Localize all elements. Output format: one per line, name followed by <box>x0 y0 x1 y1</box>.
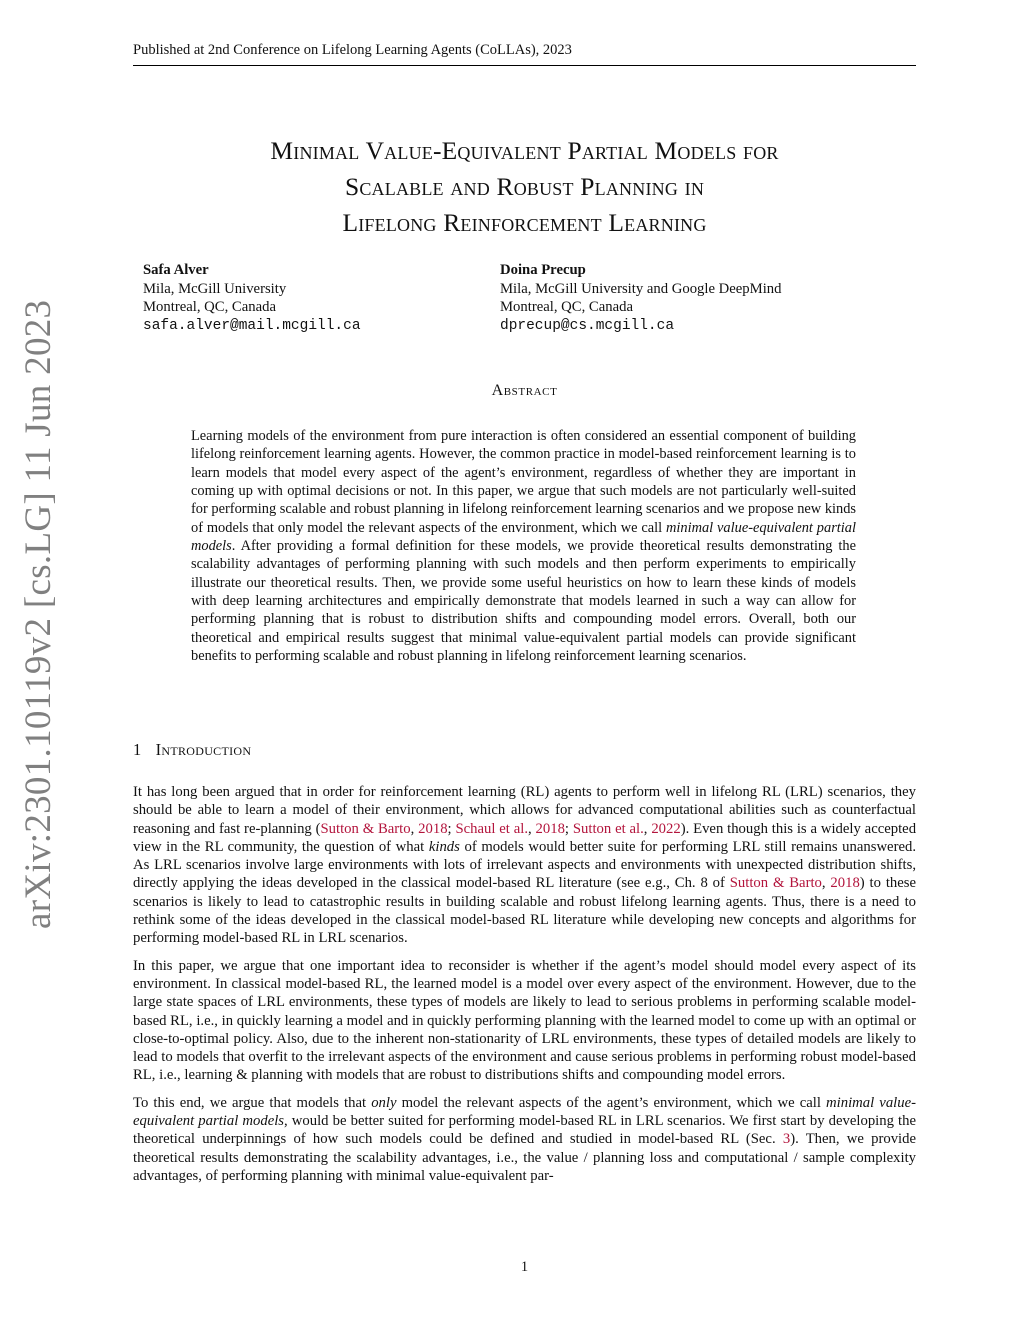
author-affiliation: Mila, McGill University <box>143 280 287 297</box>
author-name: Doina Precup <box>500 262 586 278</box>
section-title: Introduction <box>155 740 252 759</box>
paragraph-text: ). Then, we provide theoretical results demonstrating the scalability advantages, i.e., the value / planning loss and computational / sample complexity advantages, of performing planning with minimal value-equivalent par- <box>133 1131 916 1184</box>
abstract-body <box>191 427 856 665</box>
paragraph-text: It has long been argued that in order for reinforcement learning (RL) agents to perform well in lifelong RL (LRL) scenarios, they should be able to learn a model of their environment, which allows for advanced computational abilities such as counterfactual reasoning and fast re-planning ( <box>133 784 916 837</box>
paragraph-text: , <box>410 820 419 837</box>
author-affiliation: Mila, McGill University and Google DeepMind <box>500 280 782 297</box>
paragraph-text: , <box>643 820 652 837</box>
title-line: Minimal Value-Equivalent Partial Models for <box>270 136 779 165</box>
abstract-heading: Abstract <box>491 382 558 399</box>
paragraph-2: In this paper, we argue that one important idea to reconsider is whether if the agent’s model should model every aspect of its environment. In classical model-based RL, the learned model is a model over every aspect of the environment. However, due to the large state spaces of LRL environments, these types of models are likely to lead to serious problems in performing scalable model-based RL, i.e., in quickly learning a model and in quickly performing planning with the learned model to come up with an optimal or close-to-optimal policy. Also, due to the inherent non-stationarity of LRL environments, these types of detailed models are likely to lead to models that overfit to the irrelevant aspects of the environment and cause serious problems in performing robust model-based RL, i.e., learning & planning with models that are robust to distributions shifts and compounding model errors. <box>133 957 916 1084</box>
citation-link[interactable]: Sutton & Barto <box>320 820 411 837</box>
paragraph-text: ) to these scenarios is likely to lead to catastrophic results in building scalable and robust lifelong learning agents. Thus, there is a need to rethink some of the ideas developed in the classical model-based RL literature while developing new concepts and algorithms for performing model-based RL in LRL scenarios. <box>133 875 917 947</box>
author-location: Montreal, QC, Canada <box>143 299 276 315</box>
title-line: Scalable and Robust Planning in <box>344 172 705 201</box>
author-email[interactable]: safa.alver@mail.mcgill.ca <box>143 317 361 334</box>
arxiv-identifier-stamp: arXiv:2301.10119v2 [cs.LG] 11 Jun 2023 <box>18 299 59 929</box>
abstract-emphasis: minimal value-equivalent partial models <box>191 519 856 555</box>
citation-link[interactable]: 2018 <box>535 820 565 837</box>
title-line: Lifelong Reinforcement Learning <box>342 208 707 237</box>
page-number: 1 <box>520 1259 529 1275</box>
paragraph-text: model the relevant aspects of the agent’s environment, which we call <box>396 1094 827 1111</box>
abstract-text: Learning models of the environment from pure interaction is often considered an essential component of building lifelong reinforcement learning agents. However, the common practice in model-based reinforcement learning is to learn models that model every aspect of the agent’s environment, regardless of whether they are important in coming up with optimal decisions or not. In this paper, we argue that such models are not particularly well-suited for performing scalable and robust planning in lifelong reinforcement learning scenarios and we propose new kinds of models that only model the relevant aspects of the environment, which we call <box>191 428 856 536</box>
paragraph-text: ; <box>447 820 456 837</box>
paragraph-text: of models would better suite for performing LRL still remains unanswered. As LRL scenarios involve large environments with lots of irrelevant aspects and environments with unexpected distribution shifts, directly applying the ideas developed in the classical model-based RL literature (see e.g., Ch. 8 of <box>133 838 916 892</box>
paragraph-1 <box>133 783 916 948</box>
running-header: Published at 2nd Conference on Lifelong Learning Agents (CoLLAs), 2023 <box>133 42 916 66</box>
paper-title <box>133 133 916 241</box>
citation-link[interactable]: Sutton et al. <box>572 820 644 837</box>
paragraph-emphasis: kinds <box>428 838 460 855</box>
paragraph-text: To this end, we argue that models that <box>133 1094 372 1111</box>
section-reference-link[interactable]: 3 <box>782 1131 791 1148</box>
citation-link[interactable]: 2018 <box>418 820 448 837</box>
paragraph-text: , <box>528 820 536 837</box>
paragraph-text: , <box>821 875 831 892</box>
paragraph-emphasis: only <box>371 1094 397 1111</box>
citation-link[interactable]: 2018 <box>830 875 860 892</box>
citation-link[interactable]: 2022 <box>651 820 681 837</box>
section-number: 1 <box>133 740 142 759</box>
author-block-2 <box>500 261 781 335</box>
author-location: Montreal, QC, Canada <box>500 299 633 315</box>
paragraph-text: ). Even though this is a widely accepted view in the RL community, the question of what <box>133 820 917 855</box>
paragraph-3 <box>133 1094 916 1185</box>
section-body <box>133 783 916 1194</box>
author-block-1 <box>143 261 361 335</box>
paragraph-emphasis: minimal value-equivalent partial models <box>133 1094 916 1130</box>
section-heading <box>133 740 251 760</box>
abstract-text: . After providing a formal definition for these models, we provide theoretical results demonstrating the scalability advantages of performing planning with such models and then perform experiments to empirically illustrate our theoretical results. Then, we provide some useful heuristics on how to learn these kinds of models with deep learning architectures and empirically demonstrate that models learned in such a way can allow for performing planning that is robust to distribution shifts and compounding model errors. Overall, both our theoretical and empirical results suggest that minimal value-equivalent partial models can provide significant benefits to performing scalable and robust planning in lifelong reinforcement learning scenarios. <box>191 538 856 665</box>
paragraph-text: ; <box>564 820 573 837</box>
citation-link[interactable]: Schaul et al. <box>455 820 529 837</box>
author-name: Safa Alver <box>143 262 209 278</box>
author-email[interactable]: dprecup@cs.mcgill.ca <box>500 317 675 334</box>
paragraph-text: , would be better suited for performing model-based RL in LRL scenarios. We first start by developing the theoretical underpinnings of how such models could be defined and studied in model-based RL (Sec. <box>133 1113 916 1148</box>
citation-link[interactable]: Sutton & Barto <box>729 875 822 892</box>
